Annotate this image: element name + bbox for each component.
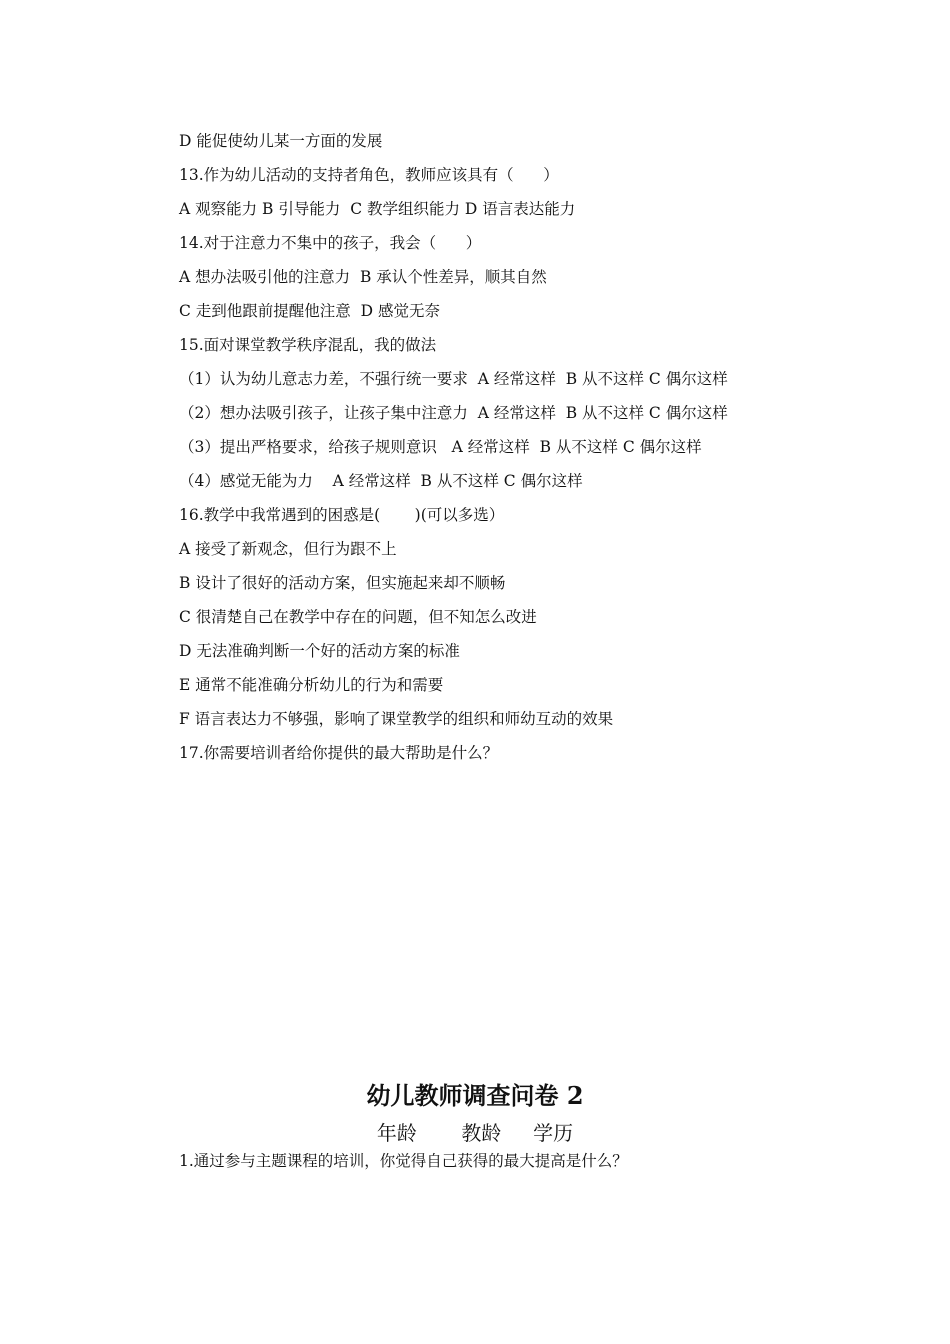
section-2-title: 幼儿教师调查问卷 2 [366, 1081, 584, 1110]
question-13: 13.作为幼儿活动的支持者角色，教师应该具有（ ） [179, 166, 559, 184]
option-16-a: A 接受了新观念，但行为跟不上 [179, 540, 397, 558]
section-2-question-1: 1.通过参与主题课程的培训，你觉得自己获得的最大提高是什么？ [179, 1152, 628, 1170]
question-15: 15.面对课堂教学秩序混乱，我的做法 [179, 336, 437, 354]
question-16: 16.教学中我常遇到的困惑是( )(可以多选） [179, 506, 505, 524]
question-list [179, 124, 899, 770]
options-13: A 观察能力 B 引导能力 C 教学组织能力 D 语言表达能力 [179, 200, 576, 218]
option-16-c: C 很清楚自己在教学中存在的问题，但不知怎么改进 [179, 608, 537, 626]
question-17: 17.你需要培训者给你提供的最大帮助是什么？ [179, 744, 499, 762]
option-16-b: B 设计了很好的活动方案，但实施起来却不顺畅 [179, 574, 506, 592]
option-16-e: E 通常不能准确分析幼儿的行为和需要 [179, 676, 444, 694]
section-2-meta-fields: 年龄 教龄 学历 [376, 1121, 574, 1145]
question-15-item-2: （2）想办法吸引孩子，让孩子集中注意力 A 经常这样 B 从不这样 C 偶尔这样 [179, 404, 728, 422]
options-14-ab: A 想办法吸引他的注意力 B 承认个性差异，顺其自然 [179, 268, 547, 286]
option-16-f: F 语言表达力不够强，影响了课堂教学的组织和师幼互动的效果 [179, 710, 614, 728]
options-14-cd: C 走到他跟前提醒他注意 D 感觉无奈 [179, 302, 440, 320]
question-15-item-1: （1）认为幼儿意志力差，不强行统一要求 A 经常这样 B 从不这样 C 偶尔这样 [179, 370, 728, 388]
question-15-item-3: （3）提出严格要求，给孩子规则意识 A 经常这样 B 从不这样 C 偶尔这样 [179, 438, 702, 456]
option-line: D 能促使幼儿某一方面的发展 [179, 132, 383, 150]
option-16-d: D 无法准确判断一个好的活动方案的标准 [179, 642, 460, 660]
question-15-item-4: （4）感觉无能为力 A 经常这样 B 从不这样 C 偶尔这样 [179, 472, 583, 490]
question-14: 14.对于注意力不集中的孩子，我会（ ） [179, 234, 482, 252]
